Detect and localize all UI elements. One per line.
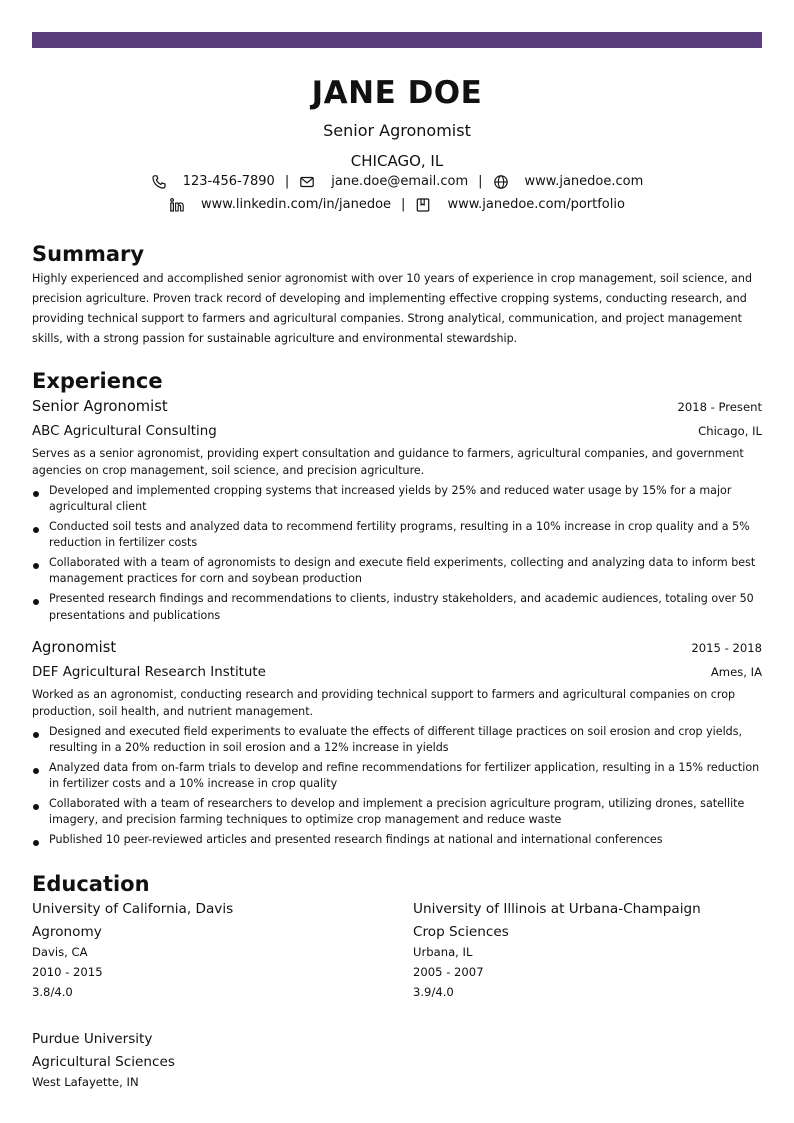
candidate-name: JANE DOE — [311, 75, 483, 111]
job-title: Agronomist — [32, 639, 117, 656]
job-achievements — [32, 483, 762, 624]
school-dates: 2010 - 2015 — [32, 965, 103, 979]
degree-name: Agricultural Sciences — [32, 1054, 175, 1070]
contact-row-secondary — [0, 196, 794, 214]
job-location: Ames, IA — [710, 665, 762, 679]
portfolio-icon — [415, 197, 431, 213]
job-dates: 2018 - Present — [677, 400, 762, 414]
education-entry — [32, 899, 392, 1002]
achievement-item: Designed and executed field experiments to evaluate the effects of different tillage practices on soil erosion and crop yields, resulting in a 20% reduction in soil erosion and a 12% increase in yields — [32, 724, 762, 757]
phone-number[interactable]: 123-456-7890 — [182, 174, 275, 189]
job-description: Worked as an agronomist, conducting research and providing technical support to farmers and agricultural companies on crop production, soil health, and nutrient management. — [32, 688, 736, 718]
contact-separator: | — [478, 174, 483, 189]
school-gpa: 3.9/4.0 — [413, 985, 454, 999]
education-heading: Education — [32, 872, 150, 896]
job-title: Senior Agronomist — [32, 398, 168, 415]
contact-separator: | — [284, 174, 290, 189]
contact-separator: | — [401, 197, 406, 212]
education-entry — [32, 1029, 392, 1092]
summary-heading: Summary — [32, 242, 145, 266]
achievement-item: Collaborated with a team of researchers to develop and implement a precision agriculture program, utilizing drones, satellite imagery, and precision farming techniques to optimize crop management and reduce waste — [32, 796, 762, 829]
school-dates: 2005 - 2007 — [413, 965, 484, 979]
education-entry — [413, 899, 762, 1002]
achievement-item: Analyzed data from on-farm trials to develop and refine recommendations for fertilizer application, resulting in a 15% reduction in fertilizer costs and a 10% increase in crop quality — [32, 760, 762, 793]
achievement-item: Presented research findings and recommendations to clients, industry stakeholders, and academic audiences, totaling over 50 presentations and publications — [32, 591, 762, 624]
achievement-item: Conducted soil tests and analyzed data to recommend fertility programs, resulting in a 10% increase in crop quality and a 5% reduction in fertilizer costs — [32, 519, 762, 552]
school-location: Davis, CA — [32, 945, 88, 959]
job-entry — [32, 638, 762, 852]
candidate-location: CHICAGO, IL — [350, 152, 444, 170]
linkedin-icon — [169, 197, 185, 213]
achievement-item: Published 10 peer-reviewed articles and presented research findings at national and international conferences — [32, 832, 762, 848]
contact-row-primary — [0, 173, 794, 191]
school-location: West Lafayette, IN — [32, 1075, 139, 1089]
job-dates: 2015 - 2018 — [691, 641, 762, 655]
job-entry — [32, 397, 762, 627]
degree-name: Crop Sciences — [413, 924, 509, 940]
website-link[interactable]: www.janedoe.com — [524, 174, 644, 189]
candidate-role: Senior Agronomist — [323, 121, 471, 140]
job-achievements — [32, 724, 762, 849]
school-location: Urbana, IL — [413, 945, 473, 959]
summary-text: Highly experienced and accomplished senior agronomist with over 10 years of experience in crop management, soil science, and precision agriculture. Proven track record of developing and implementing effective cropping systems, conducting research, and providing technical support to farmers and agricultural companies. Strong analytical, communication, and project management skills, with a strong passion for sustainable agriculture and environmental stewardship. — [32, 272, 752, 345]
school-name: Purdue University — [32, 1031, 153, 1047]
linkedin-link[interactable]: www.linkedin.com/in/janedoe — [201, 197, 392, 212]
phone-icon — [151, 174, 167, 190]
school-name: University of Illinois at Urbana-Champaign — [413, 901, 701, 917]
email-icon — [299, 174, 315, 190]
globe-icon — [493, 174, 509, 190]
portfolio-link[interactable]: www.janedoe.com/portfolio — [447, 197, 625, 212]
job-description: Serves as a senior agronomist, providing expert consultation and guidance to farmers, agricultural companies, and government agencies on crop management, soil science, and precision agriculture. — [32, 447, 744, 477]
email-link[interactable]: jane.doe@email.com — [331, 174, 469, 189]
experience-heading: Experience — [32, 369, 163, 393]
job-company: ABC Agricultural Consulting — [32, 424, 217, 439]
job-company: DEF Agricultural Research Institute — [32, 665, 266, 680]
achievement-item: Collaborated with a team of agronomists to design and execute field experiments, collecting and analyzing data to inform best management practices for corn and soybean production — [32, 555, 762, 588]
degree-name: Agronomy — [32, 924, 102, 940]
job-location: Chicago, IL — [698, 424, 762, 438]
achievement-item: Developed and implemented cropping systems that increased yields by 25% and reduced water usage by 15% for a major agricultural client — [32, 483, 762, 516]
accent-bar — [32, 32, 762, 48]
school-name: University of California, Davis — [32, 901, 234, 917]
school-gpa: 3.8/4.0 — [32, 985, 73, 999]
